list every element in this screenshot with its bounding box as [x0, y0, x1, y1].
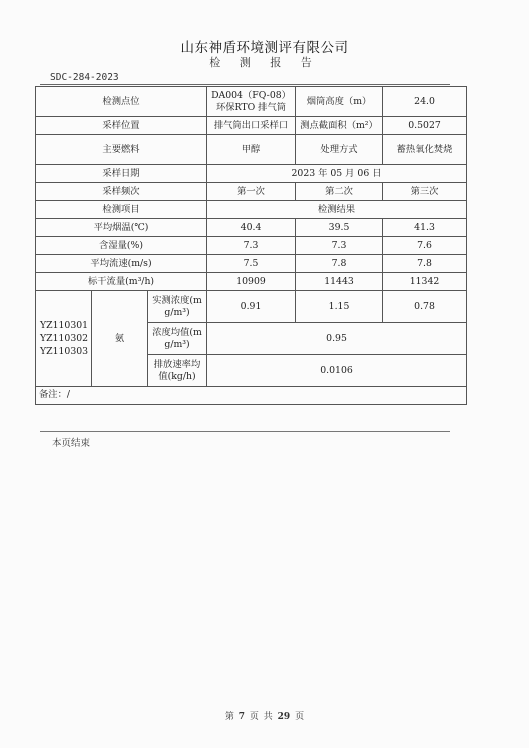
table-row — [36, 87, 467, 117]
page-number-middle: 页 共 — [249, 712, 273, 722]
cell-value: 11443 — [296, 273, 383, 291]
page-current: 7 — [238, 712, 246, 722]
cell-value: 0.95 — [207, 323, 467, 355]
cell-label: 含湿量(%) — [36, 237, 207, 255]
cell-value: 2023 年 05 月 06 日 — [207, 165, 467, 183]
cell-value: 7.5 — [207, 255, 296, 273]
table-row — [36, 273, 467, 291]
cell-value: 第二次 — [296, 183, 383, 201]
page-number — [0, 709, 529, 722]
cell-label: 排放速率均值(kg/h) — [148, 355, 207, 387]
cell-value: 41.3 — [383, 219, 467, 237]
sample-id: YZ110303 — [40, 346, 89, 357]
sample-ids-cell — [36, 291, 92, 387]
cell-value: 7.3 — [207, 237, 296, 255]
cell-label: 采样日期 — [36, 165, 207, 183]
report-title: 检 测 报 告 — [209, 56, 320, 69]
cell-label: 检测项目 — [36, 201, 207, 219]
cell-value: 0.78 — [383, 291, 467, 323]
cell-value: 40.4 — [207, 219, 296, 237]
cell-value: 7.8 — [296, 255, 383, 273]
table-row — [36, 219, 467, 237]
cell-label: 主要燃料 — [36, 135, 207, 165]
sample-id: YZ110302 — [40, 333, 89, 344]
cell-label: 平均烟温(℃) — [36, 219, 207, 237]
table-row — [36, 201, 467, 219]
cell-label: 烟筒高度（m） — [296, 87, 383, 117]
cell-value: 7.8 — [383, 255, 467, 273]
cell-value: 检测结果 — [207, 201, 467, 219]
header-divider — [40, 84, 450, 85]
cell-value: 甲醇 — [207, 135, 296, 165]
cell-value: 11342 — [383, 273, 467, 291]
page-total: 29 — [277, 712, 291, 722]
cell-value: 0.5027 — [383, 117, 467, 135]
table-row — [36, 117, 467, 135]
cell-value: 10909 — [207, 273, 296, 291]
cell-label: 标干流量(m³/h) — [36, 273, 207, 291]
cell-value: 24.0 — [383, 87, 467, 117]
cell-value: 7.6 — [383, 237, 467, 255]
cell-value: 第一次 — [207, 183, 296, 201]
table-row — [36, 387, 467, 405]
cell-value: 1.15 — [296, 291, 383, 323]
page-number-prefix: 第 — [224, 712, 234, 722]
cell-label: 检测点位 — [36, 87, 207, 117]
page-number-suffix: 页 — [295, 712, 305, 722]
table-row — [36, 255, 467, 273]
end-divider — [40, 431, 450, 432]
cell-label: 处理方式 — [296, 135, 383, 165]
cell-label: 浓度均值(mg/m³) — [148, 323, 207, 355]
cell-label: 采样位置 — [36, 117, 207, 135]
cell-value: 第三次 — [383, 183, 467, 201]
table-row — [36, 183, 467, 201]
cell-value: 7.3 — [296, 237, 383, 255]
cell-value: 0.0106 — [207, 355, 467, 387]
cell-label: 采样频次 — [36, 183, 207, 201]
remark-cell: 备注：/ — [36, 387, 467, 405]
cell-label: 平均流速(m/s) — [36, 255, 207, 273]
cell-label: 实测浓度(mg/m³) — [148, 291, 207, 323]
table-row — [36, 135, 467, 165]
document-number: SDC-284-2023 — [50, 72, 119, 83]
cell-label: 测点截面积（m²） — [296, 117, 383, 135]
cell-sampling-point: DA004（FQ-08）环保RTO 排气筒 — [207, 87, 296, 117]
sample-id: YZ110301 — [40, 320, 89, 331]
cell-value: 0.91 — [207, 291, 296, 323]
cell-value: 39.5 — [296, 219, 383, 237]
cell-value: 排气筒出口采样口 — [207, 117, 296, 135]
cell-value: 蓄热氧化焚烧 — [383, 135, 467, 165]
company-name: 山东神盾环境测评有限公司 — [180, 40, 349, 56]
table-row — [36, 165, 467, 183]
end-of-page-text: 本页结束 — [52, 438, 91, 449]
table-row — [36, 291, 467, 323]
test-results-table — [35, 86, 467, 405]
table-row — [36, 237, 467, 255]
pollutant-cell: 氨 — [92, 291, 148, 387]
